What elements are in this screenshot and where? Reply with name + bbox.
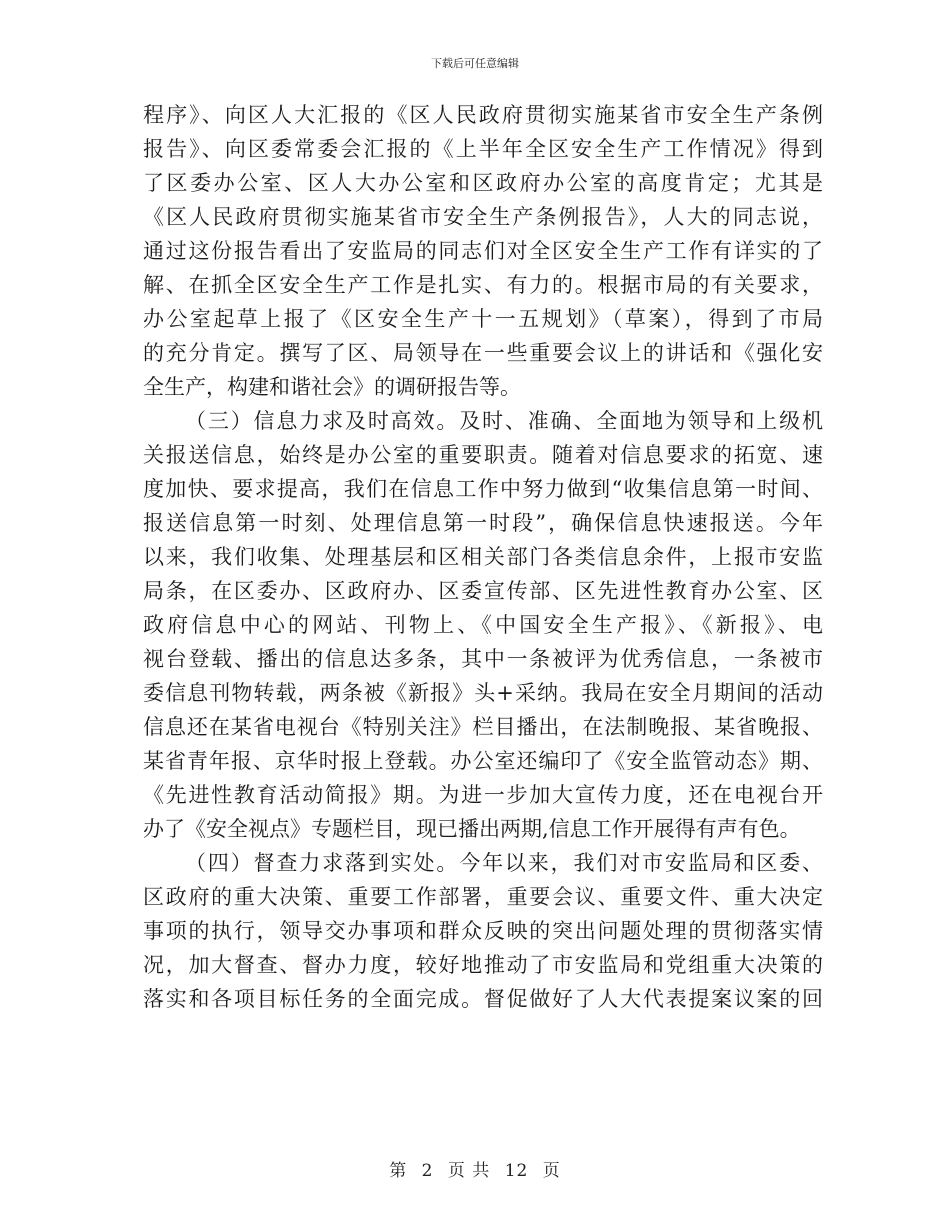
text-line: 某省青年报、京华时报上登载。办公室还编印了《安全监管动态》期、: [143, 749, 823, 773]
text-line: 办了《安全视点》专题栏目，现已播出两期,信息工作开展得有声有色。: [143, 817, 801, 841]
text-line: 《先进性教育活动简报》期。为进一步加大宣传力度，还在电视台开: [143, 783, 823, 807]
text-line: 关报送信息，始终是办公室的重要职责。随着对信息要求的拓宽、速: [143, 443, 823, 467]
text-line: 全生产，构建和谐社会》的调研报告等。: [143, 375, 521, 399]
footer-page-number: 2: [421, 1161, 434, 1181]
page-header-note: 下载后可任意编辑: [431, 57, 519, 70]
text-line: 视台登载、播出的信息达多条，其中一条被评为优秀信息，一条被市: [143, 647, 823, 671]
section-heading-line: （三）信息力求及时高效。及时、准确、全面地为领导和上级机: [185, 409, 823, 433]
text-line: 程序》、向区人大汇报的《区人民政府贯彻实施某省市安全生产条例: [143, 103, 823, 127]
footer-prefix: 第: [389, 1161, 408, 1181]
text-line: 政府信息中心的网站、刊物上、《中国安全生产报》、《新报》、电: [143, 613, 823, 637]
section-heading-line: （四）督查力求落到实处。今年以来，我们对市安监局和区委、: [185, 851, 823, 875]
text-line: 委信息刊物转载，两条被《新报》头+采纳。我局在安全月期间的活动: [143, 681, 823, 705]
footer-suffix: 页: [542, 1161, 561, 1181]
text-line: 《区人民政府贯彻实施某省市安全生产条例报告》，人大的同志说，: [143, 205, 823, 229]
text-line: 办公室起草上报了《区安全生产十一五规划》（草案），得到了市局: [143, 307, 823, 331]
footer-mid: 页 共: [447, 1161, 491, 1181]
text-line: 区政府的重大决策、重要工作部署，重要会议、重要文件、重大决定: [143, 885, 823, 909]
text-line: 通过这份报告看出了安监局的同志们对全区安全生产工作有详实的了: [143, 239, 823, 263]
footer-total-pages: 12: [504, 1161, 529, 1181]
text-line: 信息还在某省电视台《特别关注》栏目播出，在法制晚报、某省晚报、: [143, 715, 823, 739]
text-line: 的充分肯定。撰写了区、局领导在一些重要会议上的讲话和《强化安: [143, 341, 823, 365]
text-line: 局条，在区委办、区政府办、区委宣传部、区先进性教育办公室、区: [143, 579, 823, 603]
text-line: 落实和各项目标任务的全面完成。督促做好了人大代表提案议案的回: [143, 987, 823, 1011]
text-line: 报告》、向区委常委会汇报的《上半年全区安全生产工作情况》得到: [143, 137, 823, 161]
page-footer: [0, 1156, 950, 1181]
text-line: 以来，我们收集、处理基层和区相关部门各类信息余件，上报市安监: [143, 545, 823, 569]
text-line: 报送信息第一时刻、处理信息第一时段”，确保信息快速报送。今年: [143, 511, 823, 535]
document-body: [143, 98, 823, 1016]
text-line: 事项的执行，领导交办事项和群众反映的突出问题处理的贯彻落实情: [143, 919, 823, 943]
text-line: 了区委办公室、区人大办公室和区政府办公室的高度肯定；尤其是: [143, 171, 823, 195]
text-line: 度加快、要求提高，我们在信息工作中努力做到“收集信息第一时间、: [143, 477, 823, 501]
text-line: 解、在抓全区安全生产工作是扎实、有力的。根据市局的有关要求，: [143, 273, 823, 297]
text-line: 况，加大督查、督办力度，较好地推动了市安监局和党组重大决策的: [143, 953, 823, 977]
